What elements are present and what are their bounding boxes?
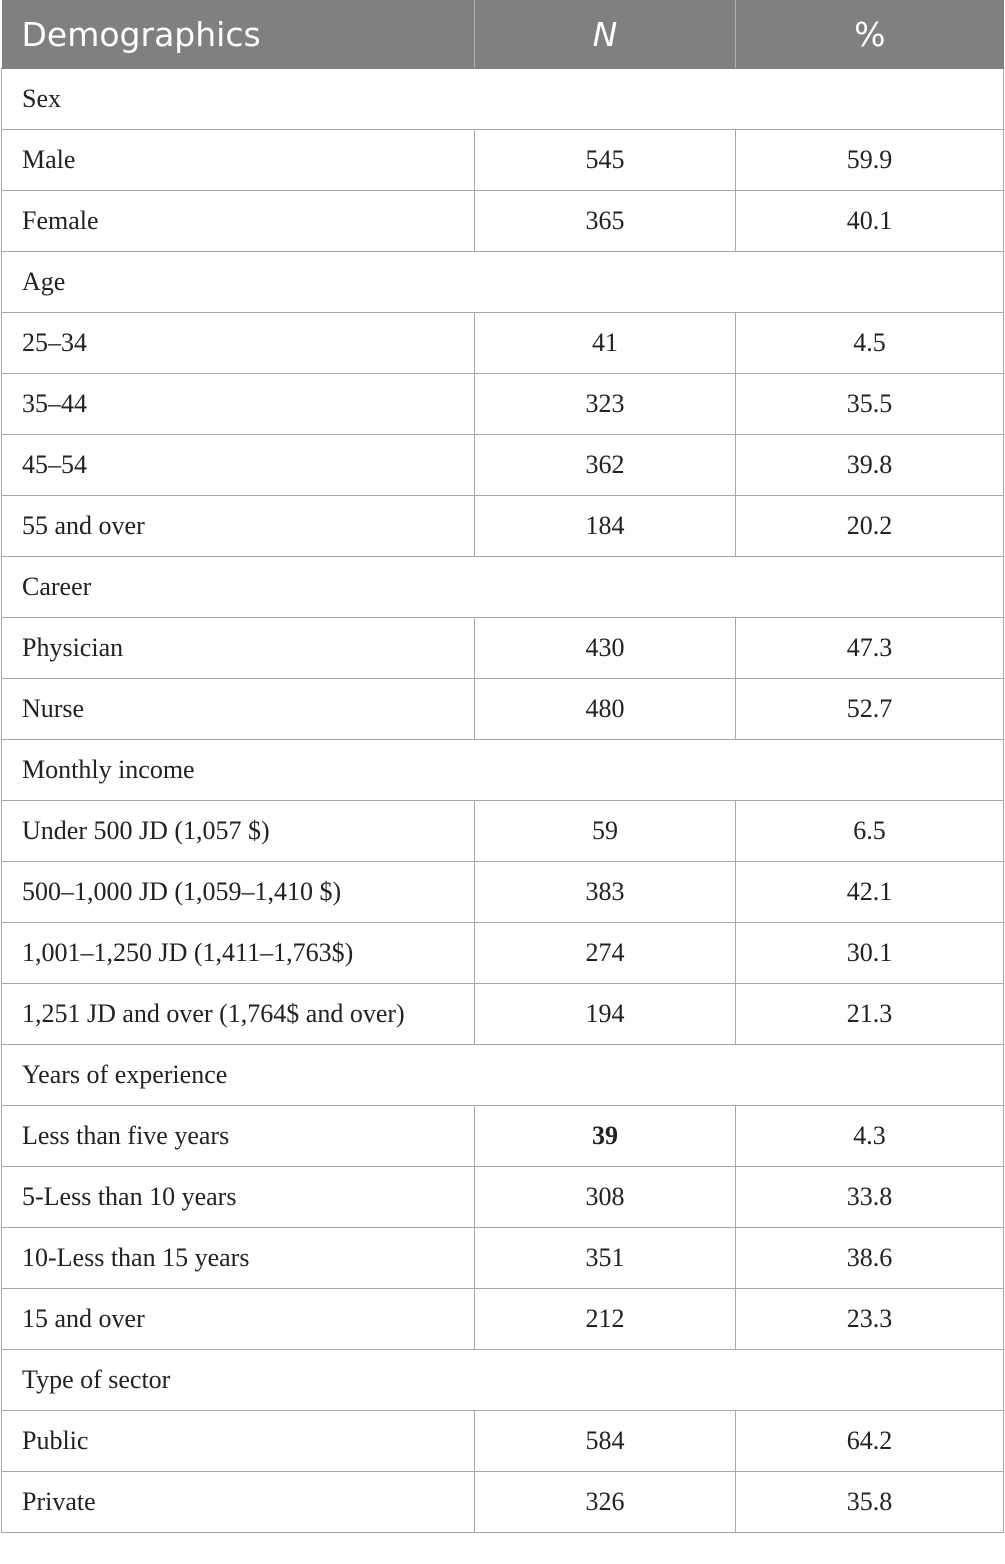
header-percent: % [736,0,1004,69]
section-title: Type of sector [2,1350,1004,1411]
row-count: 326 [475,1472,736,1533]
table-row [2,1106,1004,1167]
row-percent: 59.9 [736,130,1004,191]
row-count: 274 [475,923,736,984]
section-row [2,740,1004,801]
row-label: Less than five years [2,1106,475,1167]
row-count: 545 [475,130,736,191]
section-title: Sex [2,69,1004,130]
row-label: Public [2,1411,475,1472]
row-label: 25–34 [2,313,475,374]
row-count: 584 [475,1411,736,1472]
row-count: 480 [475,679,736,740]
row-label: 500–1,000 JD (1,059–1,410 $) [2,862,475,923]
table-row [2,1289,1004,1350]
section-row [2,557,1004,618]
row-percent: 47.3 [736,618,1004,679]
row-percent: 6.5 [736,801,1004,862]
row-percent: 35.5 [736,374,1004,435]
row-count: 184 [475,496,736,557]
table-row [2,435,1004,496]
row-count: 39 [475,1106,736,1167]
section-row [2,1350,1004,1411]
row-label: 35–44 [2,374,475,435]
header-demographics: Demographics [2,0,475,69]
table-row [2,1411,1004,1472]
table-row [2,1472,1004,1533]
table-header [2,0,1004,69]
section-title: Career [2,557,1004,618]
row-percent: 4.5 [736,313,1004,374]
section-row [2,1045,1004,1106]
section-row [2,69,1004,130]
row-label: 5-Less than 10 years [2,1167,475,1228]
row-label: Male [2,130,475,191]
table-row [2,679,1004,740]
table-row [2,618,1004,679]
table-row [2,496,1004,557]
row-count: 41 [475,313,736,374]
table-row [2,923,1004,984]
row-percent: 23.3 [736,1289,1004,1350]
row-label: Private [2,1472,475,1533]
row-label: 1,001–1,250 JD (1,411–1,763$) [2,923,475,984]
row-percent: 52.7 [736,679,1004,740]
header-row [2,0,1004,69]
demographics-table [1,0,1004,1533]
row-label: 15 and over [2,1289,475,1350]
section-title: Years of experience [2,1045,1004,1106]
row-count: 351 [475,1228,736,1289]
row-percent: 40.1 [736,191,1004,252]
row-percent: 42.1 [736,862,1004,923]
row-percent: 4.3 [736,1106,1004,1167]
table-row [2,313,1004,374]
header-n: N [475,0,736,69]
table-row [2,801,1004,862]
section-title: Age [2,252,1004,313]
row-percent: 30.1 [736,923,1004,984]
row-count: 430 [475,618,736,679]
row-percent: 20.2 [736,496,1004,557]
row-label: 1,251 JD and over (1,764$ and over) [2,984,475,1045]
row-percent: 38.6 [736,1228,1004,1289]
table-row [2,130,1004,191]
row-count: 323 [475,374,736,435]
row-count: 59 [475,801,736,862]
table-body [2,69,1004,1533]
row-label: 45–54 [2,435,475,496]
row-label: Physician [2,618,475,679]
row-percent: 35.8 [736,1472,1004,1533]
row-label: 10-Less than 15 years [2,1228,475,1289]
table-row [2,984,1004,1045]
row-label: Under 500 JD (1,057 $) [2,801,475,862]
row-count: 212 [475,1289,736,1350]
row-percent: 64.2 [736,1411,1004,1472]
row-percent: 39.8 [736,435,1004,496]
table-row [2,1228,1004,1289]
row-count: 308 [475,1167,736,1228]
row-count: 362 [475,435,736,496]
table-row [2,374,1004,435]
row-percent: 21.3 [736,984,1004,1045]
row-count: 365 [475,191,736,252]
table-row [2,191,1004,252]
row-count: 383 [475,862,736,923]
table-row [2,1167,1004,1228]
row-label: 55 and over [2,496,475,557]
section-row [2,252,1004,313]
row-label: Female [2,191,475,252]
section-title: Monthly income [2,740,1004,801]
row-label: Nurse [2,679,475,740]
row-count: 194 [475,984,736,1045]
row-percent: 33.8 [736,1167,1004,1228]
table-row [2,862,1004,923]
